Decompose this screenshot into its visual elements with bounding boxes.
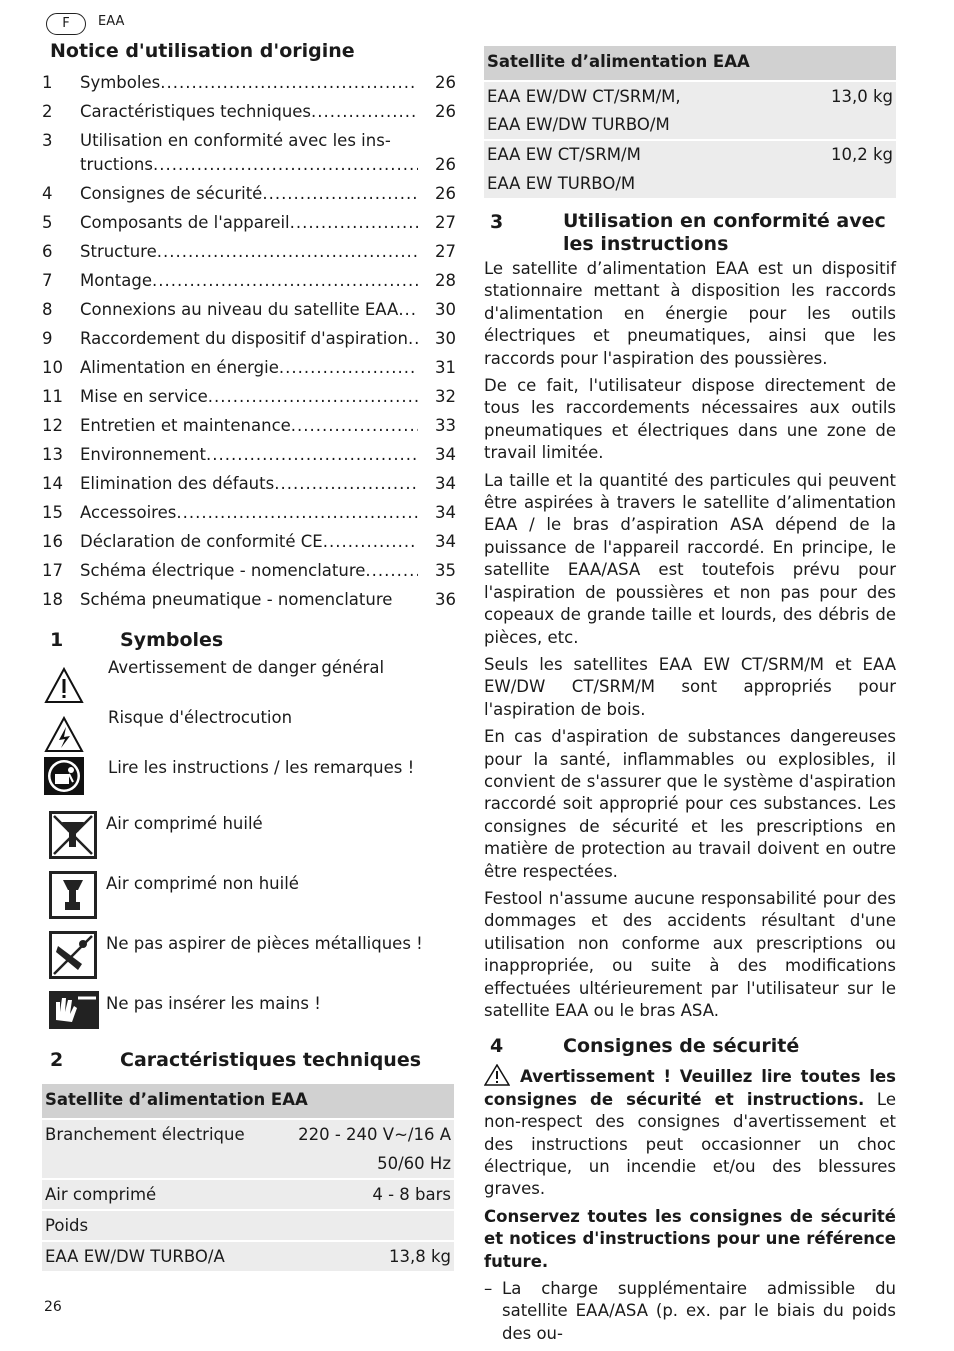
toc-item[interactable]: 1 Symboles ..... 26 [42, 68, 456, 97]
section-heading: 3 Utilisation en conformité avec les instructions [490, 210, 886, 255]
toc-item[interactable]: 2 Caractéristiques techniques ..... 26 [42, 97, 456, 126]
table-row: Air comprimé 4 - 8 bars [42, 1178, 454, 1209]
table-row: EAA EW/DW TURBO/A 13,8 kg [42, 1240, 454, 1271]
warning-triangle-icon [43, 666, 85, 706]
toc-item[interactable]: 6 Structure ..... 27 [42, 237, 456, 266]
table-row: Poids [42, 1209, 454, 1240]
toc-item[interactable]: 12 Entretien et maintenance ..... 33 [42, 411, 456, 440]
toc-item[interactable]: 10 Alimentation en énergie ..... 31 [42, 353, 456, 382]
page-number: 26 [44, 1299, 62, 1315]
toc-item[interactable]: 3 Utilisation en conformité avec les ins- tructions ..... 26 [42, 129, 456, 177]
language-badge: F [46, 13, 86, 35]
paragraph: Le satellite d’alimentation EAA est un dispositif stationnaire mettant à disposition les raccords d'alimentation en énergie pour les outils électriques et pneumatiques, ainsi que les raccords pour l'aspiration des poussières. [484, 259, 896, 368]
oiled-air-icon [48, 810, 98, 860]
table-row: Branchement électrique 220 - 240 V~/16 A [42, 1118, 454, 1149]
paragraph: De ce fait, l'utilisateur dispose directement de tous les raccordements nécessaires aux outils pneumatiques et électriques dans une zone de travail limitée. [484, 376, 896, 463]
toc-item[interactable]: 14 Elimination des défauts ..... 34 [42, 469, 456, 498]
table-row: 50/60 Hz [42, 1149, 454, 1178]
weights-table [484, 46, 896, 198]
read-instructions-icon [43, 756, 85, 796]
toc-item[interactable]: 18 Schéma pneumatique - nomenclature 36 [42, 590, 456, 609]
right-column [484, 46, 896, 1345]
table-header: Satellite d’alimentation EAA [484, 46, 896, 80]
toc-item[interactable]: 4 Consignes de sécurité ..... 26 [42, 179, 456, 208]
paragraph: Festool n'assume aucune responsabilité pour des dommages et des accidents résultant d'une utilisation non conforme aux prescriptions ou inappropriée, ou suite à des modifications effectuées ultérieurement par l'utilisateur sur le satellite EAA ou le bras ASA. [484, 888, 896, 1020]
paragraph: Seuls les satellites EAA EW CT/SRM/M et EAA EW/DW CT/SRM/M sont appropriés pour l'aspiration de bois. [484, 654, 896, 719]
toc-item[interactable]: 9 Raccordement du dispositif d'aspiration ..... 30 [42, 324, 456, 353]
electric-shock-icon [43, 715, 85, 755]
table-row: EAA EW TURBO/M [484, 169, 896, 198]
section-heading: 1 Symboles [50, 629, 224, 651]
toc-item[interactable]: 13 Environnement ..... 34 [42, 440, 456, 469]
toc-item[interactable]: 7 Montage ..... 28 [42, 266, 456, 295]
section-heading: 2 Caractéristiques techniques [50, 1049, 422, 1071]
symbols-list: Avertissement de danger général Risque d'électrocution Lire les instructions / les remarques ! Air comprimé huilé Air comprimé non huilé Ne pas aspirer de pièces métalliques ! Ne pas insérer les mains ! [42, 658, 456, 1038]
bullet-item: – La charge supplémentaire admissible du satellite EAA/ASA (p. ex. par le biais du poids des ou- [484, 1279, 896, 1343]
table-row: EAA EW CT/SRM/M 10,2 kg [484, 139, 896, 169]
table-header: Satellite d’alimentation EAA [42, 1084, 454, 1118]
section-heading: 4 Consignes de sécurité [490, 1035, 800, 1058]
no-metal-parts-icon [48, 930, 98, 980]
paragraph: La taille et la quantité des particules qui peuvent être aspirées à travers le satellite d’alimentation EAA / le bras d’aspiration ASA dépend de la puissance de l'appareil raccordé. En principe, le satellite EAA/ASA est toutefois prévu pour l'aspiration de poussières et non pas pour des copeaux de grande taille et lourds, des débris de pièces, etc. [484, 470, 896, 647]
page-title: Notice d'utilisation d'origine [50, 40, 355, 62]
specs-table [42, 1084, 454, 1271]
toc-item[interactable]: 5 Composants de l'appareil ..... 27 [42, 208, 456, 237]
table-row: EAA EW/DW CT/SRM/M, 13,0 kg [484, 80, 896, 111]
product-label: EAA [98, 14, 125, 29]
toc-item[interactable]: 8 Connexions au niveau du satellite EAA ..... 30 [42, 295, 456, 324]
section-3-body [484, 258, 896, 1022]
non-oiled-air-icon [48, 870, 98, 920]
left-column [42, 38, 456, 1271]
warning-triangle-icon [484, 1064, 510, 1086]
keep-notice: Conservez toutes les consignes de sécurité et notices d'instructions pour une référence future. [484, 1206, 896, 1271]
safety-warning: Avertissement ! Veuillez lire toutes les consignes de sécurité et instructions. Le non-respect des consignes d'avertissement et des instructions peut occasionner un choc électrique, un incendie et/ou des blessures graves. [484, 1064, 896, 1200]
table-of-contents [42, 68, 456, 614]
toc-item[interactable]: 11 Mise en service ..... 32 [42, 382, 456, 411]
toc-item[interactable]: 15 Accessoires ..... 34 [42, 498, 456, 527]
table-row: EAA EW/DW TURBO/M [484, 111, 896, 139]
no-hands-icon [48, 990, 100, 1030]
toc-item[interactable]: 16 Déclaration de conformité CE ..... 34 [42, 527, 456, 556]
paragraph: En cas d'aspiration de substances dangereuses pour la santé, inflammables ou explosibles, il convient de s'assurer que le système d'aspiration raccordé soit approprié pour ces substances. Les consignes de sécurité et les prescriptions en matière de protection au travail doivent en outre être respectées. [484, 727, 896, 881]
toc-item[interactable]: 17 Schéma électrique - nomenclature ..... 35 [42, 556, 456, 585]
